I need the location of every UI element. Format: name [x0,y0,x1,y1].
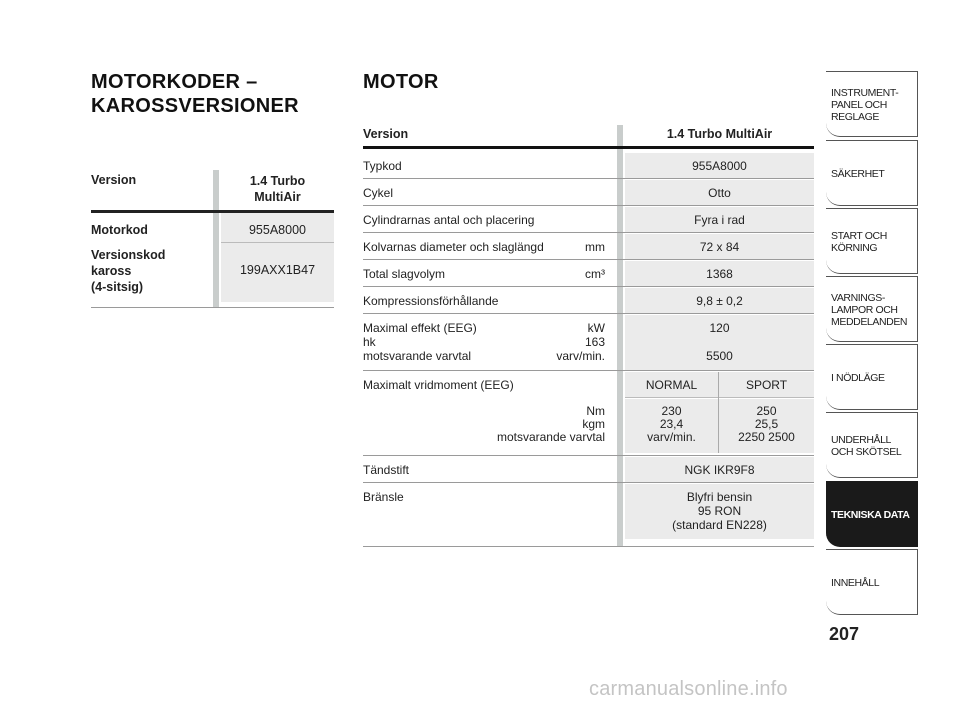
tab-label: SÄKERHET [831,168,885,180]
vridmoment-normal-values: 230 23,4 varv/min. [647,404,696,444]
table-column-bar [213,170,219,308]
bransle-value: Blyfri bensin 95 RON (standard EN228) [672,490,767,532]
page-number: 207 [829,624,860,644]
motorkod-value: 955A8000 [248,223,306,237]
cykel-value: Otto [708,186,731,200]
effekt-value: 120 [709,321,730,335]
versionskod-value: 199AXX1B47 [239,263,316,277]
slagvolym-value: 1368 [706,267,733,281]
typkod-value: 955A8000 [692,159,747,173]
bransle-label: Bränsle [363,490,404,504]
varvtal-unit: varv/min. [556,349,605,363]
bottom-rule [91,307,334,308]
tab-innehall[interactable] [826,549,918,615]
tandstift-value: NGK IKR9F8 [684,463,755,477]
tab-label: UNDERHÅLL OCH SKÖTSEL [831,434,902,458]
tab-instrumentpanel[interactable] [826,71,918,137]
version-value: 1.4 Turbo MultiAir [249,174,306,204]
effekt-unit: kW [587,321,605,335]
tab-label: START OCH KÖRNING [831,230,887,254]
vridmoment-label: Maximalt vridmoment (EEG) [363,378,514,392]
cylinder-label: Cylindrarnas antal och placering [363,213,535,227]
slagvolym-label: Total slagvolym [363,267,446,281]
varvtal-value: 5500 [706,349,733,363]
tab-underhall[interactable] [826,412,918,478]
kompression-label: Kompressionsförhållande [363,294,499,308]
section-title-motorkoder: MOTORKODER – KAROSSVERSIONER [91,71,299,117]
header-rule [363,146,814,149]
bottom-rule [363,546,814,547]
versionskod-label: Versionskod kaross (4-sitsig) [91,248,166,294]
kolv-value: 72 x 84 [699,240,740,254]
motorkod-label: Motorkod [91,223,148,237]
effekt-label: Maximal effekt (EEG) [363,321,477,335]
tab-i-nodlage[interactable] [826,344,918,410]
slagvolym-unit: cm³ [585,267,605,281]
version-value: 1.4 Turbo MultiAir [666,127,773,141]
typkod-label: Typkod [363,159,402,173]
tab-tekniska-data[interactable] [826,481,918,547]
tab-label: INSTRUMENT- PANEL OCH REGLAGE [831,87,899,123]
varvtal-label: motsvarande varvtal [363,349,472,363]
tandstift-label: Tändstift [363,463,410,477]
kolv-label: Kolvarnas diameter och slaglängd [363,240,544,254]
watermark: carmanualsonline.info [589,678,788,700]
mode-normal-label: NORMAL [645,378,698,392]
vridmoment-sport-values: 250 25,5 2250 2500 [738,404,795,444]
tab-label: INNEHÅLL [831,577,880,589]
version-label: Version [91,173,137,187]
tab-label: VARNINGS- LAMPOR OCH MEDDELANDEN [831,292,908,328]
vridmoment-units: Nm kgm motsvarande varvtal [496,404,605,444]
cylinder-value: Fyra i rad [694,213,745,227]
kompression-value: 9,8 ± 0,2 [696,294,743,308]
tab-label: I NÖDLÄGE [831,372,885,384]
kolv-unit: mm [585,240,605,254]
hk-label: hk [363,335,376,349]
hk-value: 163 [584,335,605,349]
tab-varningslampor[interactable] [826,276,918,342]
mode-sport-label: SPORT [745,378,788,392]
tab-label: TEKNISKA DATA [831,509,910,521]
version-label: Version [363,127,409,141]
cykel-label: Cykel [363,186,394,200]
section-title-motor: MOTOR [363,71,439,93]
tab-sakerhet[interactable] [826,140,918,206]
tab-start-och-korning[interactable] [826,208,918,274]
